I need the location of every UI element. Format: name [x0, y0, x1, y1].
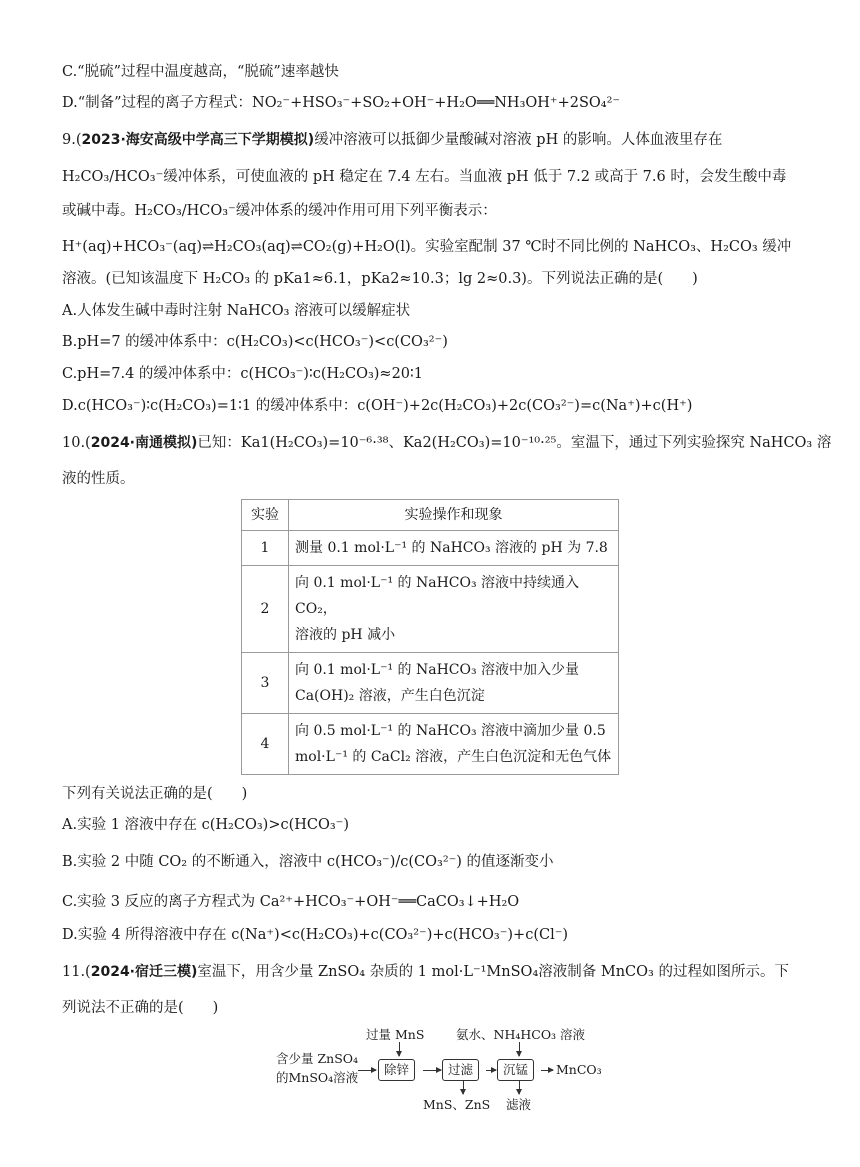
- row-number: 4: [242, 714, 289, 775]
- q10-text-a: 已知：Ka1(H₂CO₃)=10⁻⁶·³⁸、Ka2(H₂CO₃)=10⁻¹⁰·²⁵。室温下，通过下列实验探究 NaHCO₃ 溶: [197, 435, 832, 451]
- q10-option-d: D.实验 4 所得溶液中存在 c(Na⁺)<c(H₂CO₃)+c(CO₃²⁻)+c(HCO₃⁻)+c(Cl⁻): [62, 927, 569, 943]
- process-flow-diagram: [268, 1022, 602, 1112]
- header-operation: 实验操作和现象: [289, 500, 619, 531]
- q9-line-3: 或碱中毒。H₂CO₃/HCO₃⁻缓冲体系的缓冲作用可用下列平衡表示：: [62, 203, 497, 219]
- arrow-down-out1: [463, 1081, 464, 1094]
- q10-option-b: B.实验 2 中随 CO₂ 的不断通入，溶液中 c(HCO₃⁻)/c(CO₃²⁻) 的值逐渐变小: [62, 854, 554, 870]
- option-c-prev: C.“脱硫”过程中温度越高，“脱硫”速率越快: [62, 64, 339, 80]
- row-number: 1: [242, 531, 289, 566]
- flow-product: MnCO₃: [556, 1062, 602, 1077]
- q9-line-1: [62, 130, 722, 150]
- flow-input-line-2: 的MnSO₄溶液: [276, 1070, 359, 1085]
- flow-step-filter: 过滤: [442, 1059, 479, 1081]
- q9-option-c: C.pH=7.4 的缓冲体系中：c(HCO₃⁻)∶c(H₂CO₃)≈20∶1: [62, 366, 424, 382]
- q9-source: 2023·海安高级中学高三下学期模拟): [81, 132, 315, 148]
- q10-option-a: A.实验 1 溶液中存在 c(H₂CO₃)>c(HCO₃⁻): [62, 817, 349, 833]
- q10-source: 2024·南通模拟): [90, 435, 198, 451]
- arrow-to-step1: [358, 1070, 376, 1071]
- flow-output-solid: MnS、ZnS: [423, 1097, 491, 1112]
- table-header-row: [242, 500, 619, 531]
- q9-line-2: H₂CO₃/HCO₃⁻缓冲体系，可使血液的 pH 稳定在 7.4 左右。当血液 pH 低于 7.2 或高于 7.6 时，会发生酸中毒: [62, 169, 787, 185]
- flow-output-filtrate: 滤液: [506, 1097, 532, 1112]
- flow-add-reagents: 氨水、NH₄HCO₃ 溶液: [456, 1027, 586, 1042]
- row-content: [289, 653, 619, 714]
- arrow-down-add1: [399, 1042, 400, 1056]
- q11-line-1: [62, 962, 789, 982]
- arrow-to-product: [541, 1070, 553, 1071]
- table-row: [242, 566, 619, 653]
- table-row: [242, 653, 619, 714]
- row-line: Ca(OH)₂ 溶液，产生白色沉淀: [295, 688, 485, 704]
- q11-number: 11.(: [62, 964, 91, 980]
- q9-line-5: 溶液。(已知该温度下 H₂CO₃ 的 pKa1≈6.1，pKa2≈10.3；lg 2≈0.3)。下列说法正确的是( ): [62, 271, 698, 287]
- row-line: 向 0.5 mol·L⁻¹ 的 NaHCO₃ 溶液中滴加少量 0.5: [295, 723, 606, 739]
- row-line: 向 0.1 mol·L⁻¹ 的 NaHCO₃ 溶液中加入少量: [295, 662, 580, 678]
- header-experiment: 实验: [242, 500, 289, 531]
- flow-step-mn-precipitation: 沉锰: [497, 1059, 534, 1081]
- table-row: [242, 714, 619, 775]
- q11-text-a: 室温下，用含少量 ZnSO₄ 杂质的 1 mol·L⁻¹MnSO₄溶液制备 MnCO₃ 的过程如图所示。下: [197, 964, 789, 980]
- row-number: 3: [242, 653, 289, 714]
- row-number: 2: [242, 566, 289, 653]
- experiment-table: [241, 499, 619, 775]
- arrow-down-out2: [519, 1081, 520, 1094]
- flow-step-zinc-removal: 除锌: [378, 1059, 415, 1081]
- q9-option-d: D.c(HCO₃⁻)∶c(H₂CO₃)=1∶1 的缓冲体系中：c(OH⁻)+2c(H₂CO₃)+2c(CO₃²⁻)=c(Na⁺)+c(H⁺): [62, 398, 693, 414]
- row-line: 溶液的 pH 减小: [295, 627, 396, 643]
- row-content: [289, 566, 619, 653]
- q10-line-2: 液的性质。: [62, 471, 135, 487]
- q10-line-1: [62, 433, 831, 453]
- q10-option-c: C.实验 3 反应的离子方程式为 Ca²⁺+HCO₃⁻+OH⁻══CaCO₃↓+H₂O: [62, 894, 520, 910]
- row-line: 向 0.1 mol·L⁻¹ 的 NaHCO₃ 溶液中持续通入 CO₂，: [295, 575, 580, 617]
- arrow-to-step3: [486, 1070, 496, 1071]
- option-d-prev: D.“制备”过程的离子方程式：NO₂⁻+HSO₃⁻+SO₂+OH⁻+H₂O══NH₃OH⁺+2SO₄²⁻: [62, 95, 621, 111]
- q11-source: 2024·宿迁三模): [90, 964, 198, 980]
- flow-input-line-1: 含少量 ZnSO₄: [276, 1051, 359, 1066]
- row-content: [289, 531, 619, 566]
- q11-line-2: 列说法不正确的是( ): [62, 1000, 219, 1016]
- q9-number: 9.(: [62, 132, 82, 148]
- q10-question: 下列有关说法正确的是( ): [62, 786, 248, 802]
- row-content: [289, 714, 619, 775]
- row-line: mol·L⁻¹ 的 CaCl₂ 溶液，产生白色沉淀和无色气体: [295, 749, 612, 765]
- arrow-down-add2: [519, 1042, 520, 1056]
- q9-text-a: 缓冲溶液可以抵御少量酸碱对溶液 pH 的影响。人体血液里存在: [314, 132, 723, 148]
- arrow-to-step2: [423, 1070, 441, 1071]
- q10-number: 10.(: [62, 435, 91, 451]
- q9-option-a: A.人体发生碱中毒时注射 NaHCO₃ 溶液可以缓解症状: [62, 303, 411, 319]
- q9-option-b: B.pH=7 的缓冲体系中：c(H₂CO₃)<c(HCO₃⁻)<c(CO₃²⁻): [62, 334, 448, 350]
- table-row: [242, 531, 619, 566]
- q9-line-4: H⁺(aq)+HCO₃⁻(aq)⇌H₂CO₃(aq)⇌CO₂(g)+H₂O(l)。实验室配制 37 ℃时不同比例的 NaHCO₃、H₂CO₃ 缓冲: [62, 239, 792, 255]
- flow-add-mns: 过量 MnS: [366, 1027, 425, 1042]
- row-line: 测量 0.1 mol·L⁻¹ 的 NaHCO₃ 溶液的 pH 为 7.8: [295, 540, 608, 556]
